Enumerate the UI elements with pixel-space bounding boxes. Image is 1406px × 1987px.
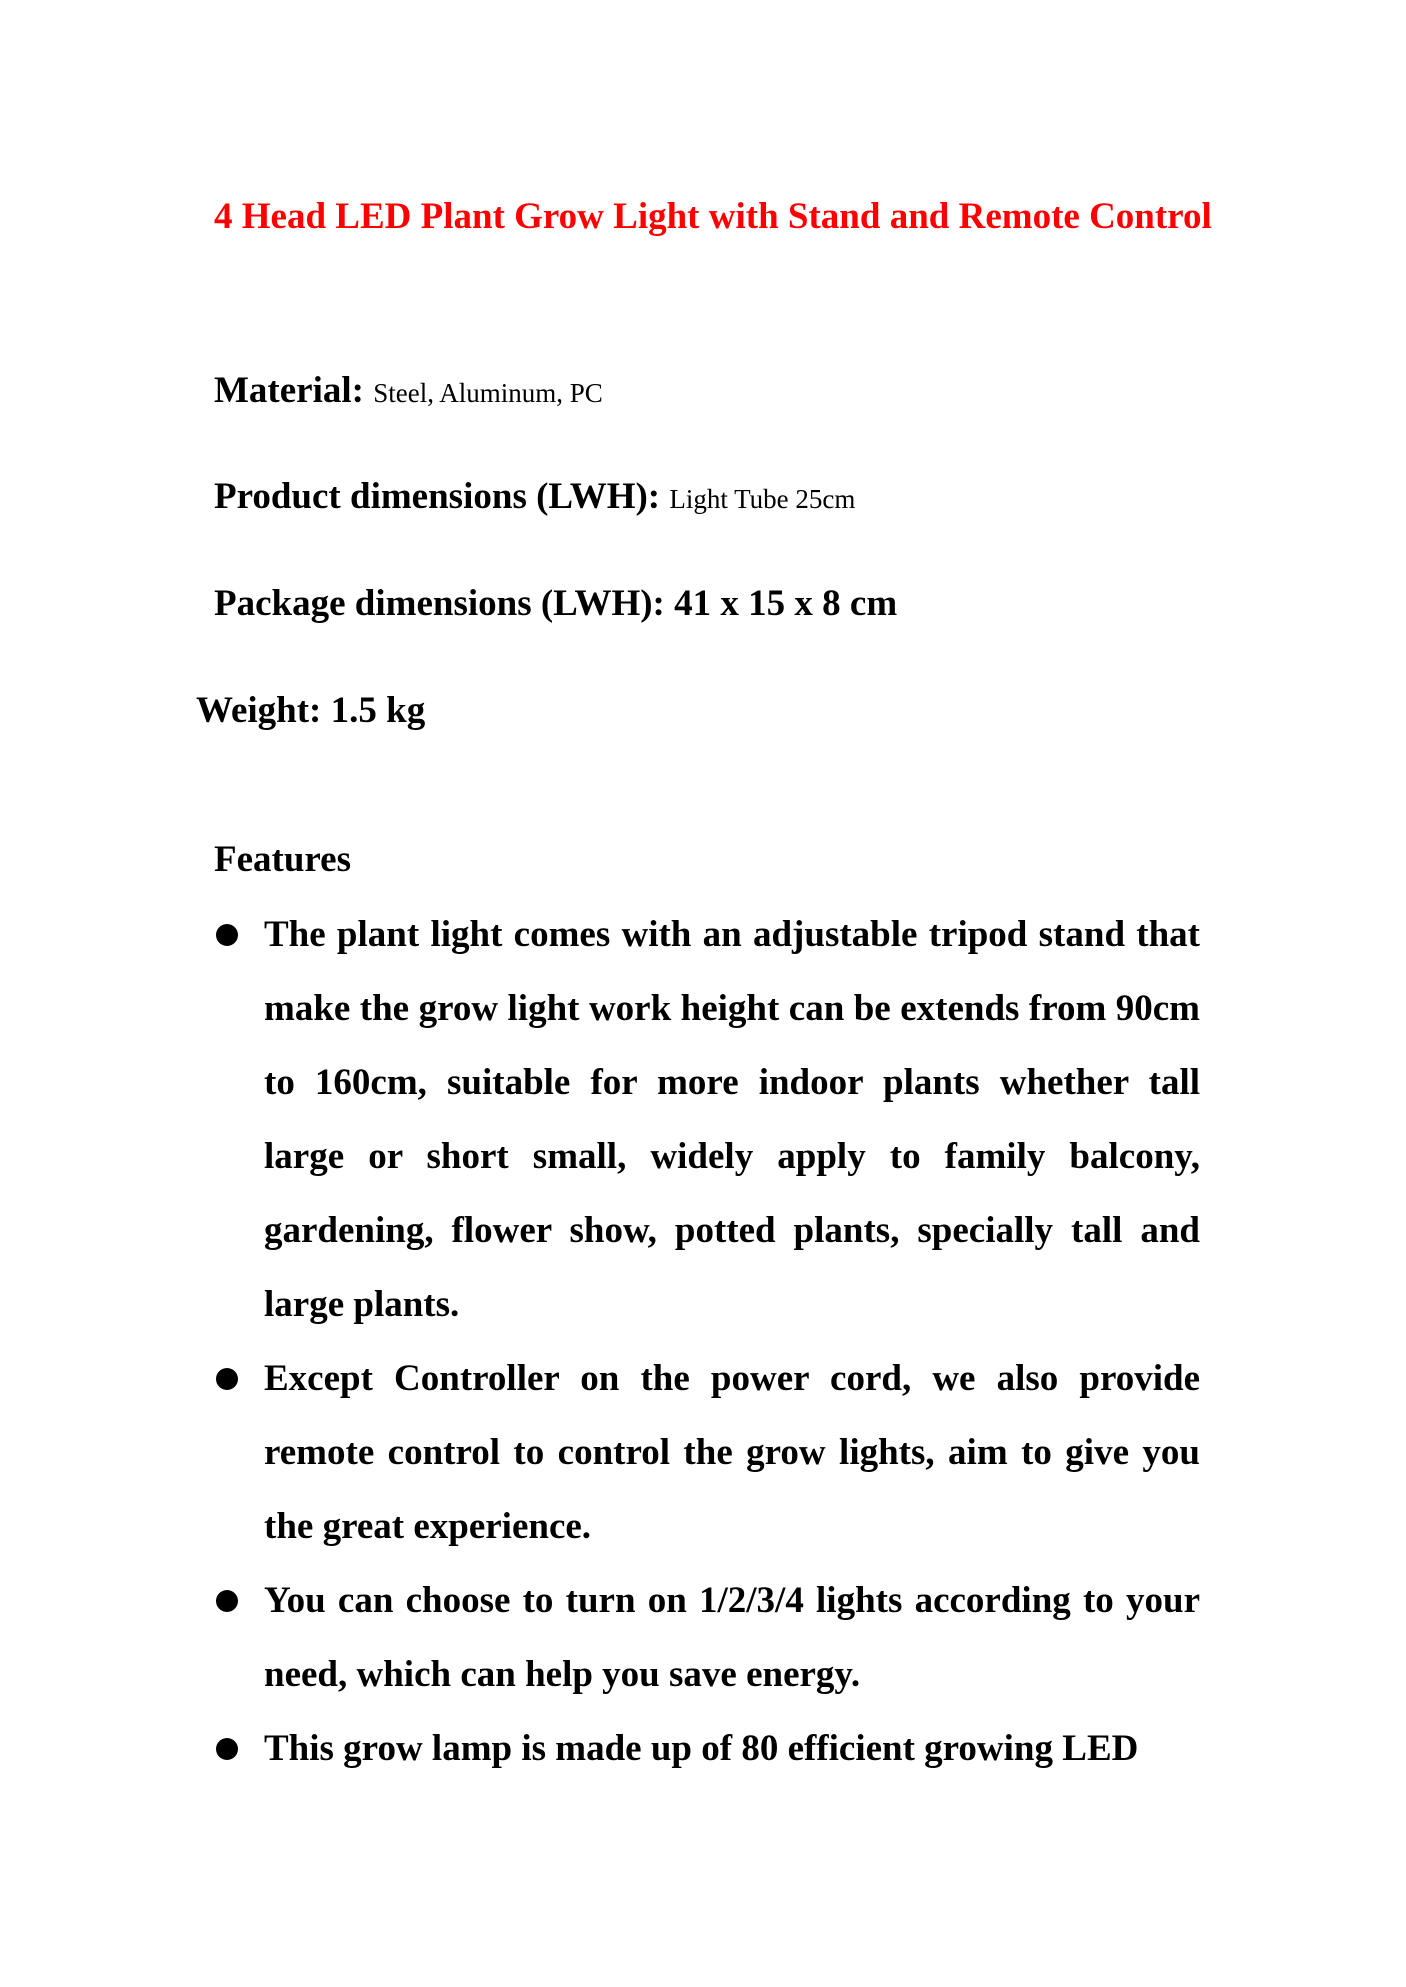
product-title: 4 Head LED Plant Grow Light with Stand and Remote Control <box>214 196 1212 237</box>
spec-package-dimensions <box>214 579 897 629</box>
bullet-icon <box>216 1590 238 1612</box>
spec-product-dimensions-label: Product dimensions (LWH): <box>214 476 661 517</box>
bullet-icon <box>216 1368 238 1390</box>
spec-weight <box>196 686 425 736</box>
spec-weight-label: Weight: <box>196 690 322 731</box>
features-list <box>214 898 1200 1786</box>
spec-material-value: Steel, Aluminum, PC <box>373 378 603 408</box>
spec-product-dimensions <box>214 472 855 524</box>
feature-text: Except Controller on the power cord, we also provide remote control to control the grow lights, aim to give you the great experience. <box>264 1358 1200 1547</box>
feature-item <box>214 1712 1200 1786</box>
spec-material <box>214 366 603 418</box>
bullet-icon <box>216 924 238 946</box>
spec-package-dimensions-value: 41 x 15 x 8 cm <box>674 583 898 624</box>
bullet-icon <box>216 1738 238 1760</box>
spec-package-dimensions-label: Package dimensions (LWH): <box>214 583 665 624</box>
feature-item <box>214 898 1200 1342</box>
spec-product-dimensions-value: Light Tube 25cm <box>669 484 856 514</box>
feature-item <box>214 1564 1200 1712</box>
feature-text: The plant light comes with an adjustable tripod stand that make the grow light work height can be extends from 90cm to 160cm, suitable for more indoor plants whether tall large or short small, widely apply to family balcony, gardening, flower show, potted plants, specially tall and large plants. <box>264 914 1200 1325</box>
feature-item <box>214 1342 1200 1564</box>
feature-text: This grow lamp is made up of 80 efficient growing LED <box>264 1728 1139 1769</box>
spec-material-label: Material: <box>214 370 364 411</box>
spec-weight-value: 1.5 kg <box>330 690 426 731</box>
features-heading: Features <box>214 839 351 880</box>
feature-text: You can choose to turn on 1/2/3/4 lights according to your need, which can help you save energy. <box>264 1580 1200 1695</box>
